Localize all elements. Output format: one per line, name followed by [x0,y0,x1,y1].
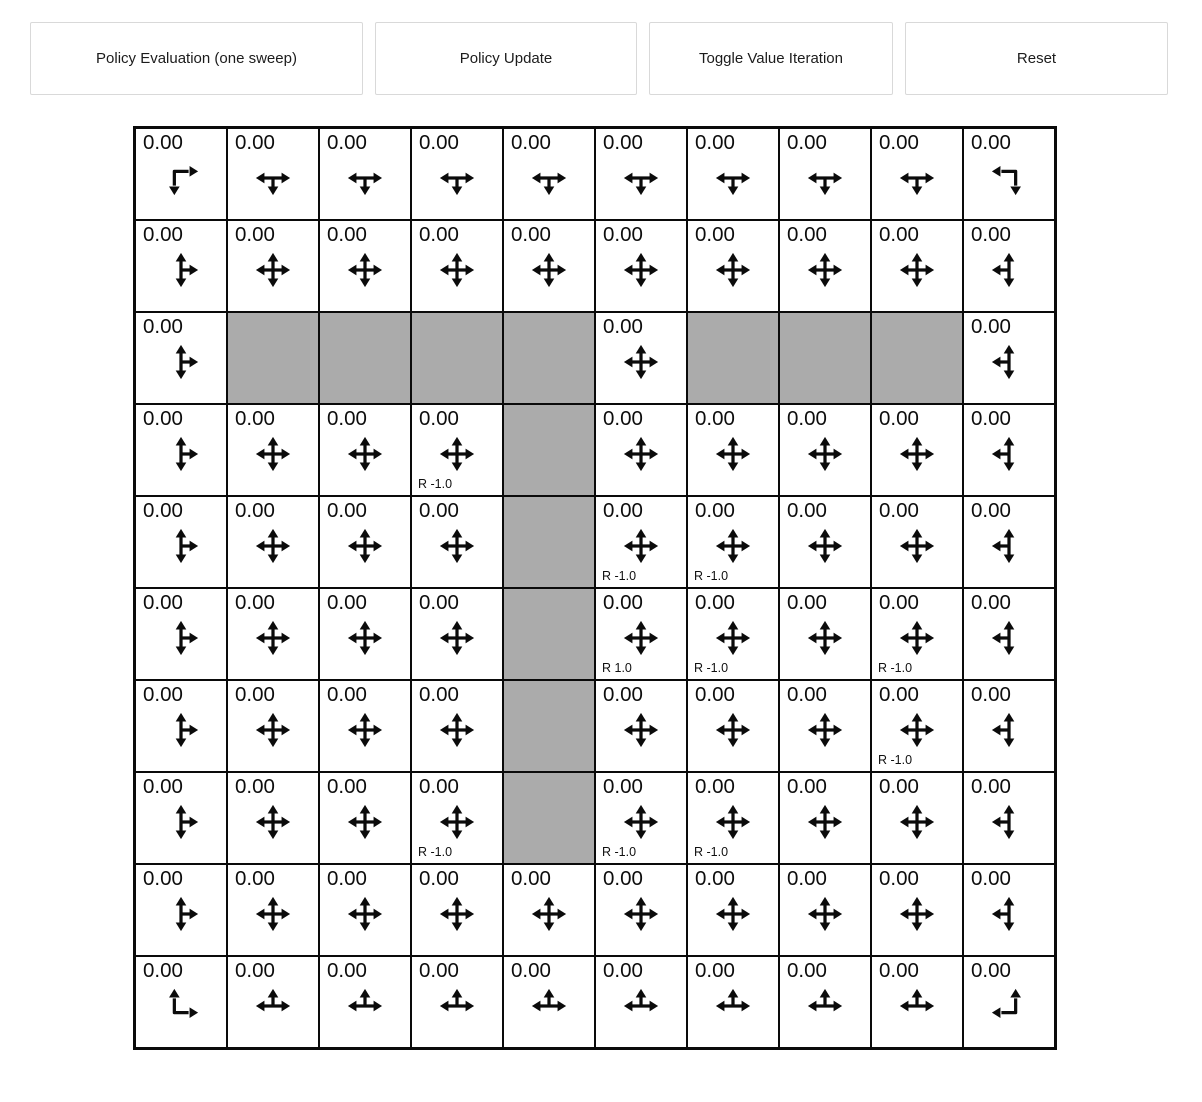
grid-cell-r6c8 [871,680,963,772]
wall-cell-r2c3 [411,312,503,404]
grid-cell-r2c0 [135,312,227,404]
policy-arrows-up-down-left-right-icon [898,711,936,749]
state-value: 0.00 [419,591,459,614]
policy-arrows-up-down-left-right-icon [346,895,384,933]
state-value: 0.00 [235,959,275,982]
grid-cell-r0c8 [871,128,963,220]
wall-cell-r3c4 [503,404,595,496]
policy-arrows-up-down-left-right-icon [898,895,936,933]
grid-cell-r9c0 [135,956,227,1048]
policy-arrows-up-down-left-right-icon [714,619,752,657]
wall-cell-r2c8 [871,312,963,404]
grid-cell-r8c5 [595,864,687,956]
state-value: 0.00 [235,775,275,798]
policy-arrows-up-left-right-icon [622,987,660,1025]
policy-arrows-down-right-icon [162,159,200,197]
grid-cell-r1c6 [687,220,779,312]
wall-cell-r6c4 [503,680,595,772]
state-value: 0.00 [787,223,827,246]
grid-cell-r1c2 [319,220,411,312]
state-value: 0.00 [327,959,367,982]
policy-arrows-up-down-right-icon [162,343,200,381]
state-value: 0.00 [971,223,1011,246]
policy-arrows-down-left-right-icon [714,159,752,197]
grid-cell-r9c2 [319,956,411,1048]
policy-arrows-up-down-left-right-icon [622,619,660,657]
grid-cell-r3c1 [227,404,319,496]
state-value: 0.00 [787,591,827,614]
state-value: 0.00 [603,407,643,430]
policy-arrows-up-down-right-icon [162,435,200,473]
state-value: 0.00 [787,775,827,798]
wall-cell-r2c2 [319,312,411,404]
state-value: 0.00 [971,867,1011,890]
state-value: 0.00 [143,867,183,890]
state-value: 0.00 [603,223,643,246]
grid-cell-r1c9 [963,220,1055,312]
policy-arrows-up-down-left-right-icon [806,619,844,657]
grid-cell-r8c8 [871,864,963,956]
grid-cell-r3c5 [595,404,687,496]
policy-arrows-up-left-right-icon [714,987,752,1025]
grid-cell-r1c8 [871,220,963,312]
state-value: 0.00 [971,315,1011,338]
grid-cell-r3c3 [411,404,503,496]
policy-arrows-up-down-left-right-icon [806,711,844,749]
reward-label: R -1.0 [878,661,913,675]
policy-arrows-up-left-right-icon [254,987,292,1025]
state-value: 0.00 [327,867,367,890]
policy-arrows-up-down-left-right-icon [898,251,936,289]
state-value: 0.00 [695,959,735,982]
policy-arrows-up-down-left-right-icon [622,711,660,749]
state-value: 0.00 [419,499,459,522]
state-value: 0.00 [971,591,1011,614]
grid-cell-r8c4 [503,864,595,956]
reward-label: R 1.0 [602,661,632,675]
policy-arrows-up-down-left-icon [990,527,1028,565]
state-value: 0.00 [879,867,919,890]
policy-arrows-up-down-left-right-icon [438,251,476,289]
state-value: 0.00 [971,499,1011,522]
state-value: 0.00 [603,775,643,798]
policy-arrows-up-down-left-right-icon [530,251,568,289]
policy-arrows-up-down-left-icon [990,803,1028,841]
policy-arrows-up-down-right-icon [162,527,200,565]
state-value: 0.00 [235,591,275,614]
state-value: 0.00 [235,683,275,706]
policy-arrows-up-down-left-icon [990,895,1028,933]
policy-arrows-up-down-left-icon [990,619,1028,657]
state-value: 0.00 [879,591,919,614]
grid-cell-r5c6 [687,588,779,680]
policy-arrows-down-left-right-icon [622,159,660,197]
grid-cell-r7c9 [963,772,1055,864]
grid-cell-r8c6 [687,864,779,956]
policy-arrows-up-down-left-right-icon [254,619,292,657]
wall-cell-r2c6 [687,312,779,404]
policy-arrows-up-down-left-right-icon [254,803,292,841]
grid-cell-r7c2 [319,772,411,864]
policy-arrows-up-left-right-icon [530,987,568,1025]
policy-arrows-up-down-left-right-icon [898,619,936,657]
reward-label: R -1.0 [418,477,453,491]
grid-cell-r7c5 [595,772,687,864]
policy-evaluation-button[interactable]: Policy Evaluation (one sweep) [30,22,363,95]
state-value: 0.00 [419,683,459,706]
policy-arrows-up-down-left-right-icon [346,711,384,749]
state-value: 0.00 [695,499,735,522]
state-value: 0.00 [879,223,919,246]
policy-arrows-up-down-left-right-icon [714,895,752,933]
policy-arrows-up-down-left-right-icon [346,251,384,289]
policy-arrows-up-down-left-right-icon [438,619,476,657]
state-value: 0.00 [511,959,551,982]
wall-cell-r7c4 [503,772,595,864]
policy-arrows-up-down-left-right-icon [254,527,292,565]
policy-arrows-up-down-left-icon [990,435,1028,473]
grid-cell-r4c7 [779,496,871,588]
policy-arrows-up-down-left-right-icon [622,435,660,473]
state-value: 0.00 [143,223,183,246]
state-value: 0.00 [879,683,919,706]
state-value: 0.00 [143,131,183,154]
grid-cell-r9c8 [871,956,963,1048]
toggle-value-iteration-button[interactable]: Toggle Value Iteration [649,22,893,95]
policy-arrows-up-left-right-icon [438,987,476,1025]
grid-cell-r8c3 [411,864,503,956]
grid-cell-r3c9 [963,404,1055,496]
policy-arrows-up-down-left-right-icon [622,527,660,565]
state-value: 0.00 [511,867,551,890]
state-value: 0.00 [419,223,459,246]
state-value: 0.00 [143,315,183,338]
grid-cell-r9c4 [503,956,595,1048]
state-value: 0.00 [419,131,459,154]
policy-arrows-up-down-left-right-icon [346,803,384,841]
grid-cell-r4c2 [319,496,411,588]
state-value: 0.00 [327,223,367,246]
state-value: 0.00 [695,131,735,154]
policy-arrows-up-left-icon [990,987,1028,1025]
policy-arrows-up-down-left-right-icon [806,895,844,933]
state-value: 0.00 [879,959,919,982]
grid-cell-r4c9 [963,496,1055,588]
state-value: 0.00 [143,499,183,522]
policy-arrows-up-down-left-icon [990,343,1028,381]
state-value: 0.00 [603,683,643,706]
policy-arrows-down-left-right-icon [346,159,384,197]
grid-cell-r5c8 [871,588,963,680]
grid-cell-r9c9 [963,956,1055,1048]
state-value: 0.00 [419,407,459,430]
policy-arrows-down-left-icon [990,159,1028,197]
grid-cell-r4c5 [595,496,687,588]
state-value: 0.00 [695,683,735,706]
policy-arrows-up-down-left-icon [990,711,1028,749]
policy-arrows-up-down-left-right-icon [898,527,936,565]
policy-update-button[interactable]: Policy Update [375,22,637,95]
state-value: 0.00 [879,407,919,430]
state-value: 0.00 [327,775,367,798]
grid-cell-r6c5 [595,680,687,772]
grid-cell-r8c1 [227,864,319,956]
grid-cell-r3c0 [135,404,227,496]
grid-cell-r8c9 [963,864,1055,956]
grid-cell-r1c3 [411,220,503,312]
grid-cell-r7c0 [135,772,227,864]
grid-cell-r6c7 [779,680,871,772]
policy-arrows-down-left-right-icon [254,159,292,197]
policy-arrows-up-down-left-right-icon [346,619,384,657]
policy-arrows-up-down-left-right-icon [254,251,292,289]
grid-cell-r0c5 [595,128,687,220]
state-value: 0.00 [235,131,275,154]
state-value: 0.00 [879,499,919,522]
grid-cell-r1c7 [779,220,871,312]
policy-arrows-up-down-left-right-icon [714,251,752,289]
grid-cell-r2c9 [963,312,1055,404]
policy-arrows-up-down-left-right-icon [622,343,660,381]
grid-cell-r8c0 [135,864,227,956]
state-value: 0.00 [695,223,735,246]
grid-cell-r9c6 [687,956,779,1048]
grid-cell-r0c1 [227,128,319,220]
grid-cell-r5c9 [963,588,1055,680]
reward-label: R -1.0 [878,753,913,767]
grid-cell-r7c8 [871,772,963,864]
state-value: 0.00 [419,775,459,798]
reward-label: R -1.0 [694,569,729,583]
wall-cell-r2c1 [227,312,319,404]
policy-arrows-up-down-left-right-icon [438,527,476,565]
grid-cell-r1c4 [503,220,595,312]
state-value: 0.00 [787,959,827,982]
state-value: 0.00 [235,867,275,890]
grid-cell-r5c3 [411,588,503,680]
state-value: 0.00 [879,131,919,154]
policy-arrows-up-down-right-icon [162,803,200,841]
policy-arrows-up-down-left-right-icon [438,711,476,749]
policy-arrows-up-left-right-icon [346,987,384,1025]
policy-arrows-up-down-left-right-icon [714,527,752,565]
grid-cell-r8c2 [319,864,411,956]
policy-arrows-down-left-right-icon [806,159,844,197]
policy-arrows-up-down-right-icon [162,619,200,657]
policy-arrows-up-down-left-right-icon [898,803,936,841]
state-value: 0.00 [143,591,183,614]
policy-arrows-up-down-left-right-icon [806,803,844,841]
policy-arrows-up-down-left-right-icon [622,251,660,289]
grid-cell-r0c3 [411,128,503,220]
policy-arrows-up-down-left-right-icon [346,435,384,473]
grid-cell-r9c5 [595,956,687,1048]
policy-arrows-up-down-right-icon [162,711,200,749]
grid-cell-r9c3 [411,956,503,1048]
grid-cell-r2c5 [595,312,687,404]
state-value: 0.00 [603,315,643,338]
wall-cell-r5c4 [503,588,595,680]
grid-cell-r3c7 [779,404,871,496]
reward-label: R -1.0 [602,569,637,583]
state-value: 0.00 [971,683,1011,706]
policy-arrows-up-down-left-right-icon [254,711,292,749]
grid-cell-r9c1 [227,956,319,1048]
policy-arrows-up-down-left-right-icon [254,895,292,933]
policy-arrows-up-down-left-right-icon [806,527,844,565]
state-value: 0.00 [143,959,183,982]
state-value: 0.00 [971,959,1011,982]
policy-arrows-up-down-left-right-icon [714,803,752,841]
grid-cell-r0c9 [963,128,1055,220]
wall-cell-r4c4 [503,496,595,588]
grid-cell-r6c1 [227,680,319,772]
state-value: 0.00 [235,223,275,246]
policy-arrows-up-left-right-icon [898,987,936,1025]
state-value: 0.00 [695,867,735,890]
grid-cell-r0c2 [319,128,411,220]
policy-arrows-up-down-left-icon [990,251,1028,289]
state-value: 0.00 [235,407,275,430]
reward-label: R -1.0 [694,845,729,859]
policy-arrows-up-down-left-right-icon [622,803,660,841]
state-value: 0.00 [971,407,1011,430]
grid-cell-r4c0 [135,496,227,588]
grid-cell-r0c6 [687,128,779,220]
state-value: 0.00 [971,775,1011,798]
grid-cell-r5c1 [227,588,319,680]
policy-arrows-up-left-right-icon [806,987,844,1025]
state-value: 0.00 [787,499,827,522]
state-value: 0.00 [787,867,827,890]
state-value: 0.00 [419,959,459,982]
state-value: 0.00 [603,959,643,982]
state-value: 0.00 [603,499,643,522]
grid-cell-r5c5 [595,588,687,680]
policy-arrows-up-down-left-right-icon [438,895,476,933]
reward-label: R -1.0 [418,845,453,859]
policy-arrows-up-down-left-right-icon [898,435,936,473]
state-value: 0.00 [787,131,827,154]
grid-cell-r6c2 [319,680,411,772]
toolbar [30,22,1172,95]
state-value: 0.00 [603,131,643,154]
grid-cell-r4c1 [227,496,319,588]
reward-label: R -1.0 [694,661,729,675]
policy-arrows-up-down-left-right-icon [806,435,844,473]
state-value: 0.00 [787,407,827,430]
grid-cell-r4c3 [411,496,503,588]
state-value: 0.00 [143,775,183,798]
state-value: 0.00 [327,131,367,154]
policy-arrows-up-down-left-right-icon [714,435,752,473]
policy-arrows-up-right-icon [162,987,200,1025]
grid-cell-r3c2 [319,404,411,496]
reset-button[interactable]: Reset [905,22,1168,95]
policy-arrows-up-down-left-right-icon [806,251,844,289]
state-value: 0.00 [327,591,367,614]
grid-cell-r7c6 [687,772,779,864]
wall-cell-r2c7 [779,312,871,404]
grid-cell-r4c8 [871,496,963,588]
state-value: 0.00 [603,591,643,614]
grid-cell-r0c4 [503,128,595,220]
state-value: 0.00 [327,407,367,430]
grid-cell-r1c0 [135,220,227,312]
policy-arrows-up-down-left-right-icon [346,527,384,565]
state-value: 0.00 [695,775,735,798]
state-value: 0.00 [143,683,183,706]
grid-cell-r6c3 [411,680,503,772]
grid-cell-r5c7 [779,588,871,680]
state-value: 0.00 [511,223,551,246]
state-value: 0.00 [511,131,551,154]
grid-cell-r3c6 [687,404,779,496]
state-value: 0.00 [879,775,919,798]
wall-cell-r2c4 [503,312,595,404]
state-value: 0.00 [695,407,735,430]
grid-cell-r5c0 [135,588,227,680]
policy-arrows-up-down-left-right-icon [438,435,476,473]
policy-arrows-up-down-left-right-icon [438,803,476,841]
state-value: 0.00 [419,867,459,890]
grid-cell-r6c0 [135,680,227,772]
grid-cell-r0c7 [779,128,871,220]
policy-arrows-up-down-left-right-icon [714,711,752,749]
reward-label: R -1.0 [602,845,637,859]
state-value: 0.00 [603,867,643,890]
state-value: 0.00 [327,499,367,522]
policy-arrows-up-down-left-right-icon [622,895,660,933]
grid-cell-r7c7 [779,772,871,864]
policy-arrows-up-down-right-icon [162,251,200,289]
policy-arrows-up-down-left-right-icon [530,895,568,933]
policy-arrows-up-down-right-icon [162,895,200,933]
state-value: 0.00 [787,683,827,706]
grid-cell-r0c0 [135,128,227,220]
grid-cell-r3c8 [871,404,963,496]
grid-cell-r5c2 [319,588,411,680]
policy-arrows-up-down-left-right-icon [254,435,292,473]
grid-cell-r1c5 [595,220,687,312]
state-value: 0.00 [695,591,735,614]
policy-arrows-down-left-right-icon [530,159,568,197]
grid-cell-r7c1 [227,772,319,864]
grid-cell-r4c6 [687,496,779,588]
state-value: 0.00 [327,683,367,706]
grid-cell-r9c7 [779,956,871,1048]
grid-cell-r6c9 [963,680,1055,772]
policy-arrows-down-left-right-icon [898,159,936,197]
state-value: 0.00 [235,499,275,522]
grid-cell-r7c3 [411,772,503,864]
grid-cell-r8c7 [779,864,871,956]
policy-arrows-down-left-right-icon [438,159,476,197]
state-value: 0.00 [971,131,1011,154]
grid-cell-r1c1 [227,220,319,312]
grid-cell-r6c6 [687,680,779,772]
state-value: 0.00 [143,407,183,430]
gridworld [133,126,1057,1050]
